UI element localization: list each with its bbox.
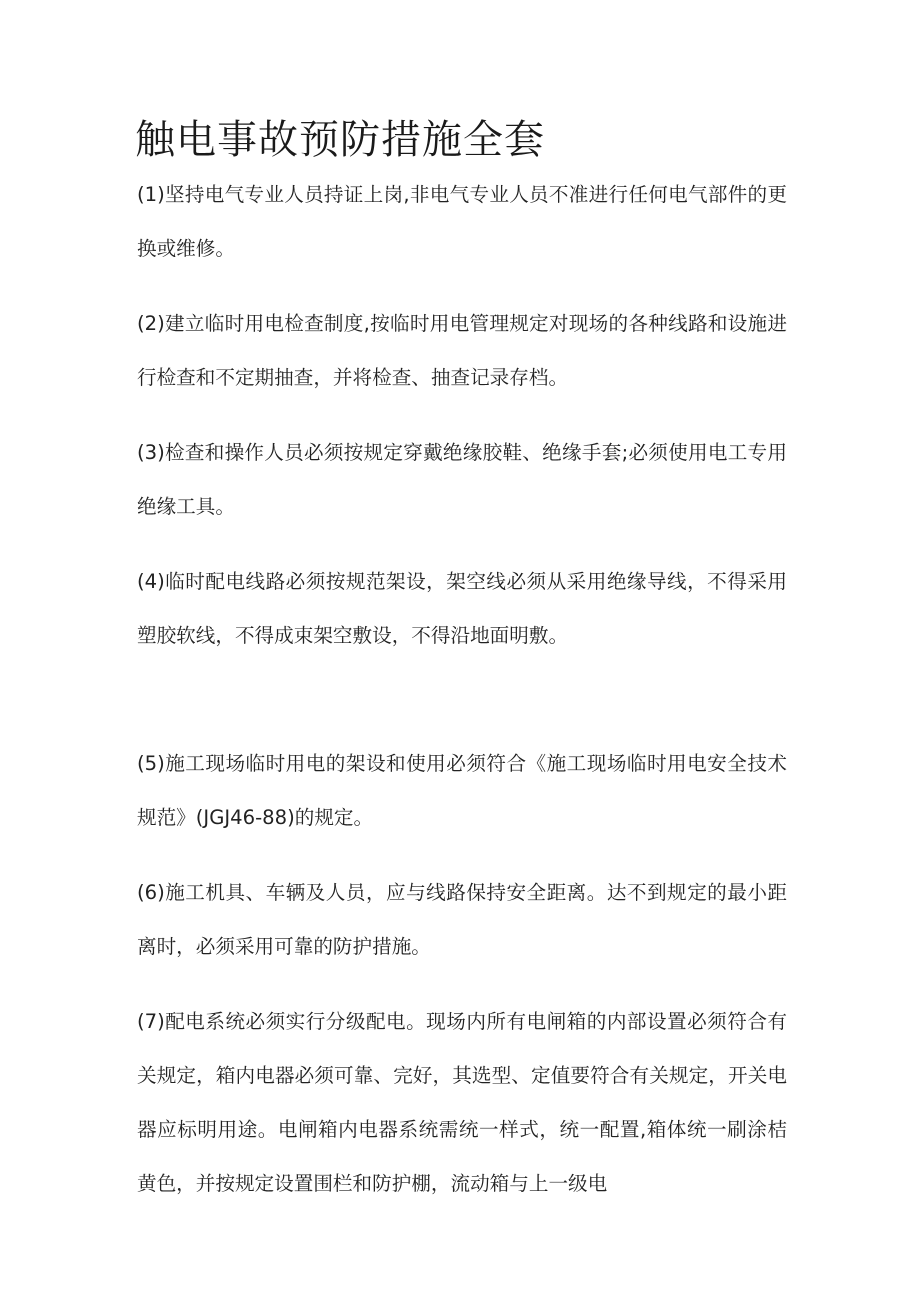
document-title: 触电事故预防措施全套 <box>135 117 545 163</box>
paragraph-2: (2)建立临时用电检查制度,按临时用电管理规定对现场的各种线路和设施进行检查和不定期抽查，并将检查、抽查记录存档。 <box>137 312 787 389</box>
paragraph-7: (7)配电系统必须实行分级配电。现场内所有电闸箱的内部设置必须符合有关规定，箱内电器必须可靠、完好，其选型、定值要符合有关规定，开关电器应标明用途。电闸箱内电器系统需统一样式，统一配置,箱体统一刷涂桔黄色，并按规定设置围栏和防护棚，流动箱与上一级电 <box>137 1010 787 1195</box>
paragraph-6: (6)施工机具、车辆及人员，应与线路保持安全距离。达不到规定的最小距离时，必须采用可靠的防护措施。 <box>137 881 787 958</box>
document-body <box>137 168 787 1232</box>
paragraph-3: (3)检查和操作人员必须按规定穿戴绝缘胶鞋、绝缘手套;必须使用电工专用绝缘工具。 <box>137 441 787 518</box>
paragraph-4: (4)临时配电线路必须按规范架设，架空线必须从采用绝缘导线，不得采用塑胶软线，不得成束架空敷设，不得沿地面明敷。 <box>137 570 787 647</box>
paragraph-5: (5)施工现场临时用电的架设和使用必须符合《施工现场临时用电安全技术规范》(JGJ46-88)的规定。 <box>137 752 787 829</box>
paragraph-1: (1)坚持电气专业人员持证上岗,非电气专业人员不准进行任何电气部件的更换或维修。 <box>137 183 787 260</box>
